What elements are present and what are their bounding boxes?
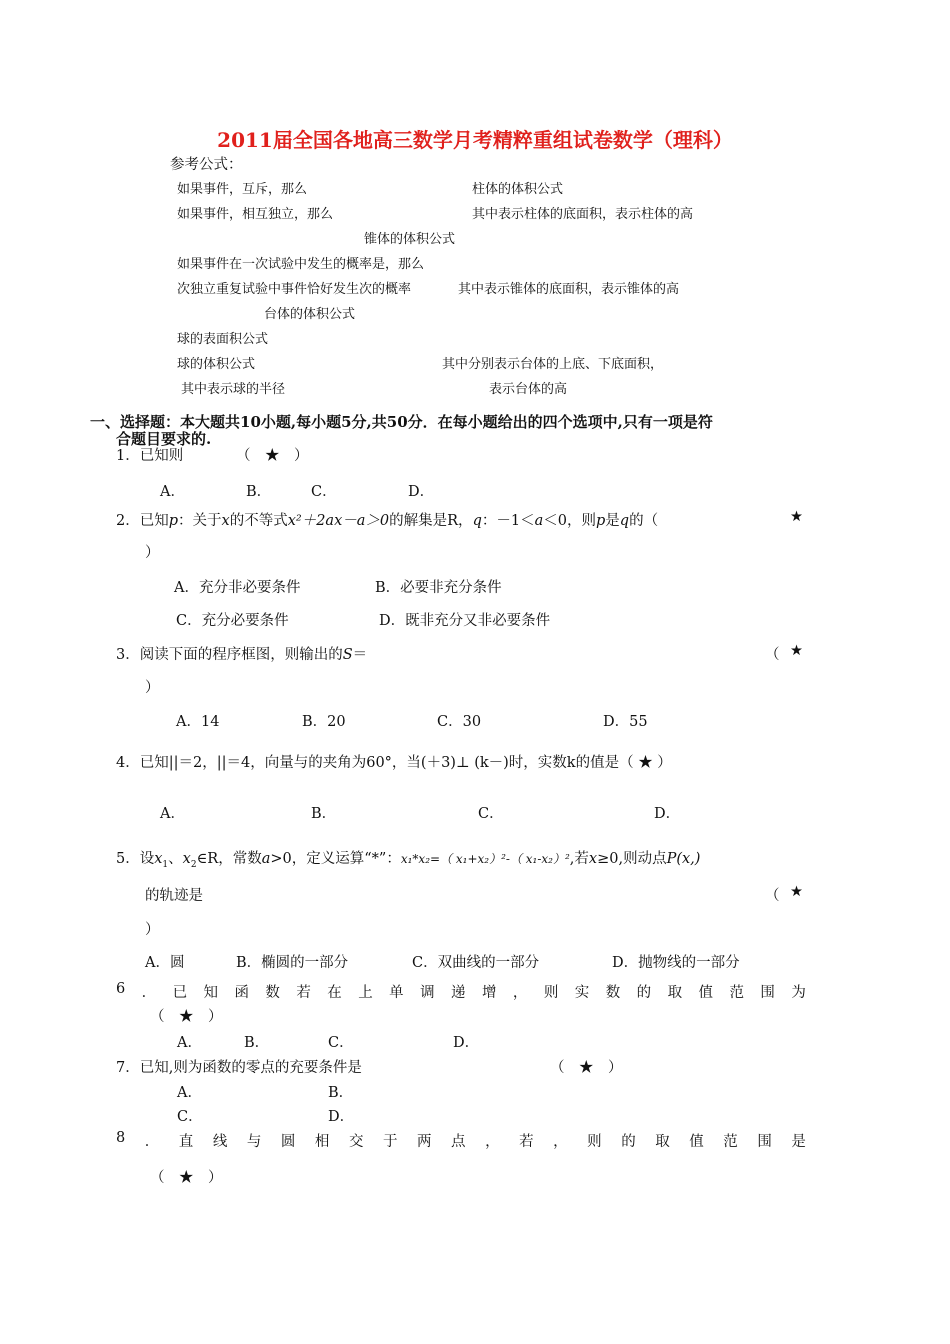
answer-mark: （ ★ ）: [150, 1009, 223, 1025]
page-title: 2011届全国各地高三数学月考精粹重组试卷数学（理科）: [217, 128, 733, 152]
option-c: C．: [478, 806, 504, 822]
star-icon: ★: [790, 884, 803, 900]
formula-line: 如果事件在一次试验中发生的概率是，那么: [177, 257, 425, 272]
question-stem: 7．已知,则为函数的零点的充要条件是: [116, 1060, 362, 1076]
option-c: C．: [328, 1035, 354, 1051]
formula-line: 如果事件，互斥，那么: [177, 182, 308, 197]
option-d: D．: [654, 806, 681, 822]
option-a: A．14: [176, 714, 220, 730]
answer-mark: （ ★ ）: [236, 448, 309, 464]
answer-paren: （: [765, 647, 780, 663]
question-stem: 4．已知||＝2，||＝4，向量与的夹角为60°，当(＋3)⊥ (k－)时，实数k的值是（ ★ ）: [116, 755, 672, 771]
formula-line: 其中表示球的半径: [181, 382, 286, 397]
formula-line: 表示台体的高: [489, 382, 568, 397]
option-b: B．: [311, 806, 337, 822]
question-stem: 6 ． 已 知 函 数 若 在 上 单 调 递 增 ， 则 实 数 的 取 值 范 围 为: [116, 981, 806, 1001]
option-a: A．: [177, 1035, 202, 1051]
option-c: C．30: [437, 714, 482, 730]
formula-line: 其中表示锥体的底面积，表示锥体的高: [458, 282, 680, 297]
formula-line: 锥体的体积公式: [364, 232, 456, 247]
answer-close: ）: [145, 545, 160, 561]
option-b: B．: [244, 1035, 270, 1051]
option-a: A．充分非必要条件: [174, 580, 301, 596]
option-b: B．必要非充分条件: [375, 580, 502, 596]
option-c: C．: [311, 484, 337, 500]
option-b: B．20: [302, 714, 346, 730]
option-d: D．: [328, 1109, 355, 1125]
answer-paren: （: [765, 888, 780, 904]
star-icon: ★: [790, 509, 803, 525]
question-stem: 8 ． 直 线 与 圆 相 交 于 两 点 ， 若 ， 则 的 取 值 范 围 是: [116, 1130, 806, 1150]
answer-close: ）: [145, 680, 160, 696]
option-a: A．圆: [145, 955, 185, 971]
option-d: D．既非充分又非必要条件: [379, 613, 551, 629]
option-c: C．双曲线的一部分: [412, 955, 540, 971]
question-stem: 3．阅读下面的程序框图，则输出的S＝: [116, 647, 368, 663]
formula-line: 台体的体积公式: [264, 307, 356, 322]
question-stem: 1．已知则: [116, 448, 184, 464]
formula-line: 次独立重复试验中事件恰好发生次的概率: [177, 282, 412, 297]
option-c: C．充分必要条件: [176, 613, 289, 629]
answer-mark: （ ★ ）: [550, 1060, 623, 1076]
star-icon: ★: [790, 643, 803, 659]
option-c: C．: [177, 1109, 203, 1125]
formula-line: 如果事件，相互独立，那么: [177, 207, 334, 222]
formula-line: 柱体的体积公式: [472, 182, 564, 197]
formula-line: 其中表示柱体的底面积，表示柱体的高: [472, 207, 694, 222]
question-stem: 2．已知p：关于x的不等式x²＋2ax－a＞0的解集是R，q：－1＜a＜0，则p是q的（: [116, 513, 659, 529]
option-b: B．椭圆的一部分: [236, 955, 349, 971]
formula-line: 球的体积公式: [177, 357, 256, 372]
answer-mark: （ ★ ）: [150, 1170, 223, 1186]
option-a: A．: [160, 484, 185, 500]
answer-close: ）: [145, 922, 160, 938]
section-heading-cont: 合题目要求的.: [116, 430, 212, 448]
question-stem-cont: 的轨迹是: [145, 888, 203, 904]
option-a: A．: [177, 1085, 202, 1101]
section-heading: 一、选择题：本大题共10小题,每小题5分,共50分．在每小题给出的四个选项中,只有一项是符: [90, 413, 713, 431]
option-d: D．55: [603, 714, 648, 730]
formula-line: 其中分别表示台体的上底、下底面积，: [442, 357, 664, 372]
option-a: A．: [160, 806, 185, 822]
option-b: B．: [246, 484, 272, 500]
option-d: D．: [453, 1035, 480, 1051]
question-stem: 5．设$x_1$、$x_2\in R$，常数a>0，定义运算“*”：x₁*x₂=（ x₁+x₂）²-（ x₁-x₂）²,若x≥0,则动点P(x,): [116, 851, 701, 870]
formulas-header: 参考公式：: [170, 157, 243, 173]
option-b: B．: [328, 1085, 354, 1101]
option-d: D．抛物线的一部分: [612, 955, 740, 971]
option-d: D．: [408, 484, 435, 500]
formula-line: 球的表面积公式: [177, 332, 269, 347]
